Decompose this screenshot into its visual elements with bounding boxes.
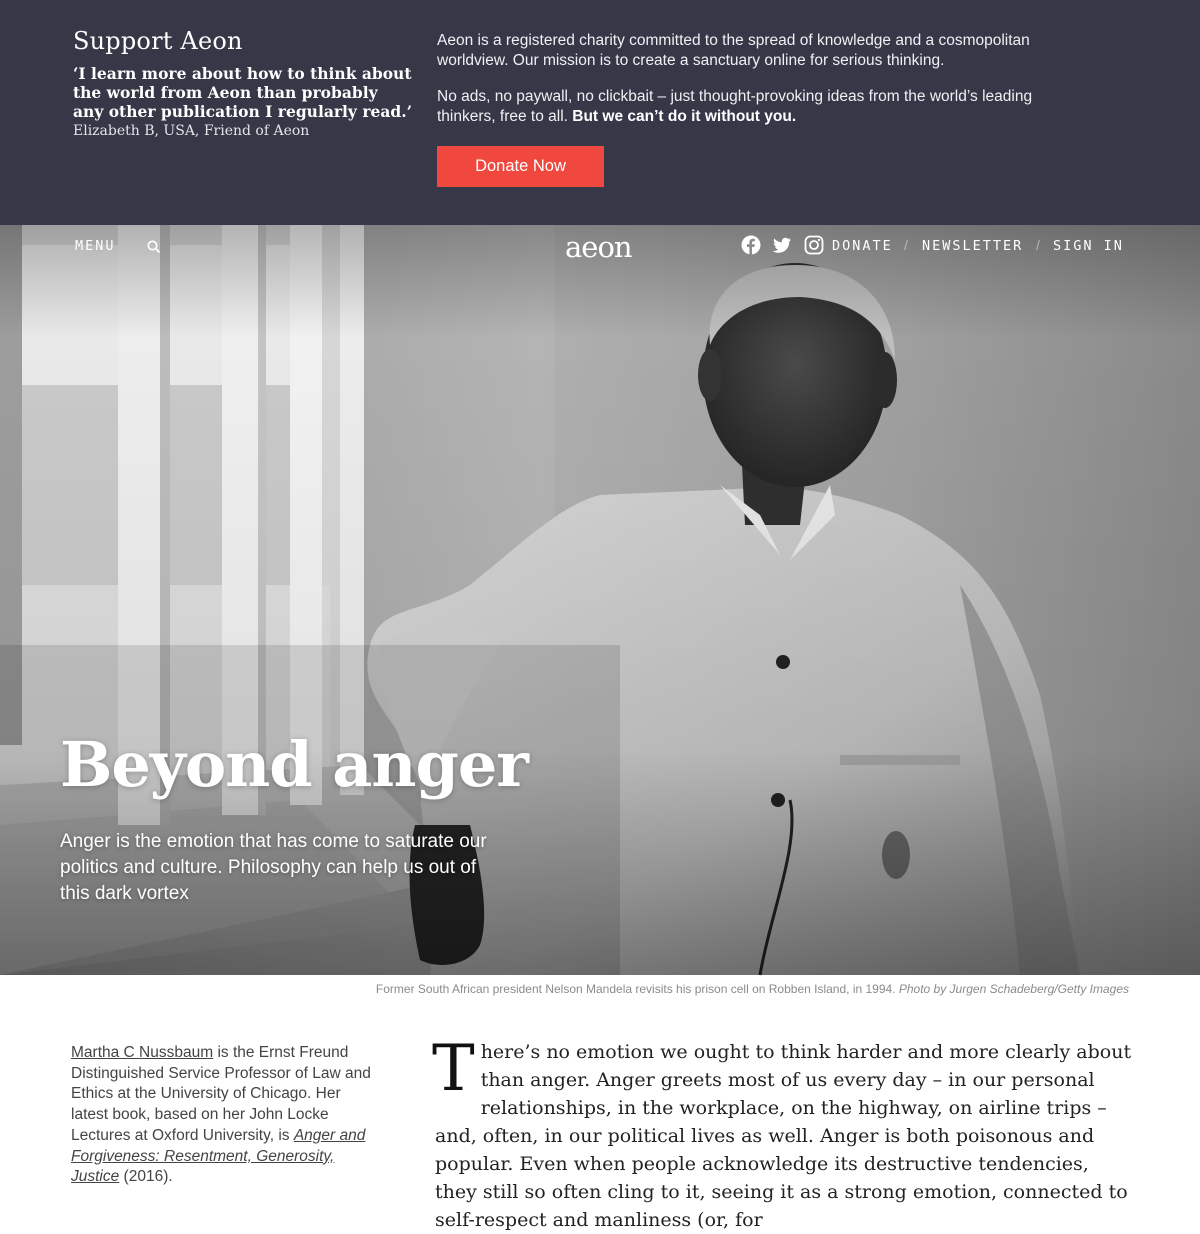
funding-text-body: No ads, no paywall, no clickbait – just thought-provoking ideas from the world’s leading thinkers, free to all. <box>437 88 1033 125</box>
book-year: (2016). <box>119 1168 173 1186</box>
testimonial-attribution: Elizabeth B, USA, Friend of Aeon <box>73 123 310 139</box>
support-title: Support Aeon <box>73 27 243 55</box>
twitter-icon[interactable] <box>772 235 792 255</box>
nav-newsletter-link[interactable]: NEWSLETTER <box>922 238 1024 254</box>
article-body <box>432 1032 1135 1234</box>
nav-donate-link[interactable]: DONATE <box>832 238 893 254</box>
article-title: Beyond anger <box>60 728 528 801</box>
caption-text: Former South African president Nelson Mandela revisits his prison cell on Robben Island, in 1994. <box>375 982 899 996</box>
aeon-logo[interactable]: aeon <box>565 230 632 264</box>
funding-text <box>437 87 1077 127</box>
book-title: Anger and Forgiveness: Resentment, Generosity, Justice <box>71 1126 366 1186</box>
mission-text: Aeon is a registered charity committed to the spread of knowledge and a cosmopolitan worldview. Our mission is to create a sanctuary online for serious thinking. <box>437 32 1030 69</box>
nav-separator: / <box>1036 237 1040 253</box>
search-icon[interactable] <box>146 239 162 255</box>
nav-sign-in-link[interactable]: SIGN IN <box>1053 238 1124 254</box>
donate-now-button[interactable]: Donate Now <box>437 146 604 187</box>
facebook-icon[interactable] <box>741 235 761 255</box>
drop-cap: T <box>432 1032 475 1106</box>
photo-caption <box>376 982 1129 996</box>
top-nav <box>0 225 1200 270</box>
support-banner <box>0 0 1200 225</box>
article-paragraph: here’s no emotion we ought to think harder and more clearly about than anger. Anger greets most of us every day – in our personal relationships, in the workplace, on the highway, on airline trips – and, often, in our political lives as well. Anger is both poisonous and popular. Even when people acknowledge its destructive tendencies, they still so often cling to it, seeing it as a strong emotion, connected to self-respect and manliness (or, for <box>435 1041 1132 1231</box>
instagram-icon[interactable] <box>804 235 824 255</box>
funding-text-emphasis: But we can’t do it without you. <box>572 108 797 125</box>
article-standfirst: Anger is the emotion that has come to saturate our politics and culture. Philosophy can help us out of this dark vortex <box>60 831 487 904</box>
author-bio-text: is the Ernst Freund Distinguished Service Professor of Law and Ethics at the University of Chicago. Her latest book, based on her John Locke Lectures at Oxford University, is <box>71 1044 371 1144</box>
testimonial-quote: ‘I learn more about how to think about the world from Aeon than probably any other publication I regularly read.’ <box>73 64 413 121</box>
menu-button[interactable]: MENU <box>75 238 116 254</box>
nav-separator: / <box>904 237 908 253</box>
author-name-link[interactable]: Martha C Nussbaum <box>71 1044 214 1061</box>
photo-credit: Photo by Jurgen Schadeberg/Getty Images <box>898 982 1129 996</box>
hero <box>0 225 1200 975</box>
author-bio <box>71 1043 371 1188</box>
